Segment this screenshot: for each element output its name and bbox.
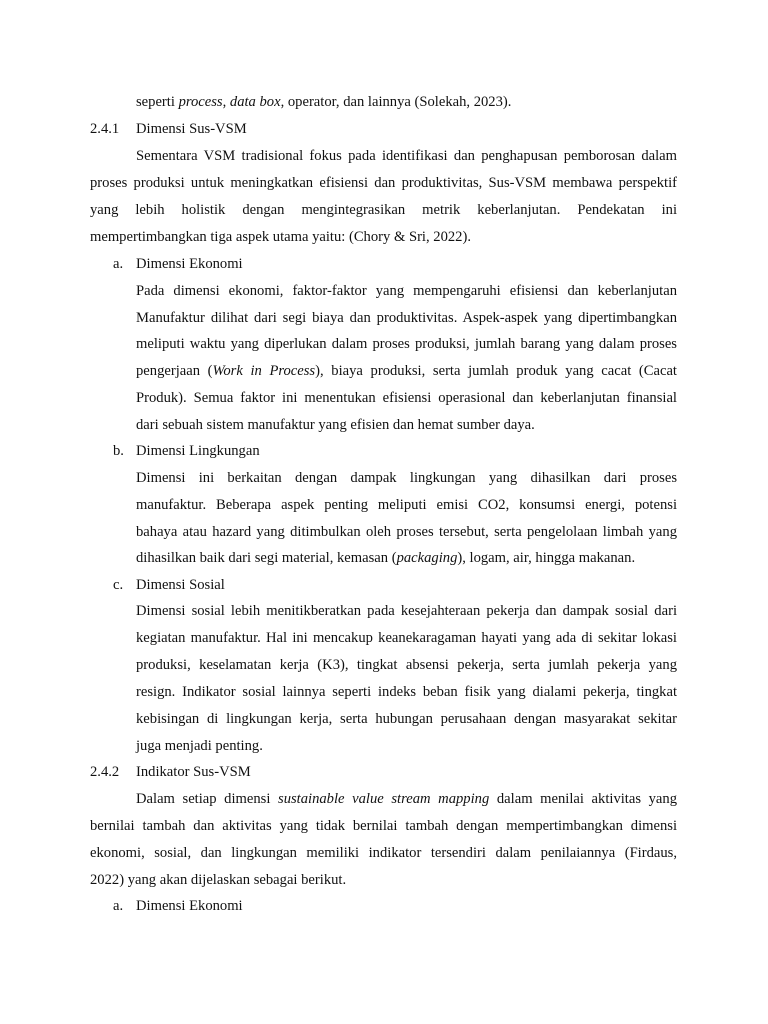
paragraph-line: proses produksi untuk meningkatkan efisiensi dan produktivitas, Sus-VSM membawa perspektif <box>90 175 677 191</box>
ekonomi-line: Pada dimensi ekonomi, faktor-faktor yang mempengaruhi efisiensi dan keberlanjutan <box>136 283 677 299</box>
ekonomi-line4-post: ), biaya produksi, serta jumlah produk yang cacat (Cacat <box>315 363 677 379</box>
subheading-ekonomi: Dimensi Ekonomi <box>136 256 243 272</box>
intro-line <box>136 92 511 112</box>
para242-line1-pre: Dalam setiap dimensi <box>136 791 279 807</box>
paragraph-line <box>136 789 677 809</box>
paragraph-line: yang lebih holistik dengan mengintegrasikan metrik keberlanjutan. Pendekatan ini <box>90 202 677 218</box>
intro-text-3: , operator, dan lainnya (Solekah, 2023). <box>280 94 512 110</box>
subheading-sosial: Dimensi Sosial <box>136 577 225 593</box>
lingkungan-line: Dimensi ini berkaitan dengan dampak lingkungan yang dihasilkan dari proses <box>136 470 677 486</box>
ekonomi-line: Manufaktur dilihat dari segi biaya dan produktivitas. Aspek-aspek yang dipertimbangkan <box>136 310 677 326</box>
lingkungan-line4-pre: dihasilkan baik dari segi material, kemasan ( <box>136 550 397 566</box>
lingkungan-line <box>136 548 677 568</box>
lingkungan-line: manufaktur. Beberapa aspek penting meliputi emisi CO2, konsumsi energi, potensi <box>136 497 677 513</box>
intro-italic-2: data box <box>229 94 281 110</box>
intro-text-1: seperti <box>136 94 179 110</box>
section-number-241: 2.4.1 <box>90 121 120 137</box>
intro-italic-1: process <box>178 94 223 110</box>
paragraph-line: ekonomi, sosial, dan lingkungan memiliki indikator tersendiri dalam penilaiannya (Firdaus, <box>90 845 677 861</box>
subheading-ekonomi: Dimensi Ekonomi <box>136 898 243 914</box>
intro-text-2: , <box>222 94 230 110</box>
para242-line1-post: dalam menilai aktivitas yang <box>489 791 677 807</box>
paragraph-line: mempertimbangkan tiga aspek utama yaitu: (Chory & Sri, 2022). <box>90 229 471 245</box>
list-marker-a: a. <box>113 898 124 914</box>
sosial-line: kebisingan di lingkungan kerja, serta hubungan perusahaan dengan masyarakat sekitar <box>136 711 677 727</box>
sosial-line: kegiatan manufaktur. Hal ini mencakup keanekaragaman hayati yang ada di sekitar lokasi <box>136 630 677 646</box>
lingkungan-line4-italic: packaging <box>396 550 458 566</box>
sosial-line: Dimensi sosial lebih menitikberatkan pada kesejahteraan pekerja dan dampak sosial dari <box>136 603 677 619</box>
section-title-242: Indikator Sus-VSM <box>136 764 251 780</box>
sosial-line: resign. Indikator sosial lainnya seperti indeks beban fisik yang dialami pekerja, tingkat <box>136 684 677 700</box>
sosial-line: produksi, keselamatan kerja (K3), tingkat absensi pekerja, serta jumlah pekerja yang <box>136 657 677 673</box>
paragraph-line: bernilai tambah dan aktivitas yang tidak bernilai tambah dengan mempertimbangkan dimensi <box>90 818 677 834</box>
ekonomi-line4-italic: Work in Process <box>212 363 316 379</box>
lingkungan-line: bahaya atau hazard yang ditimbulkan oleh proses tersebut, serta pengelolaan limbah yang <box>136 524 677 540</box>
list-marker-b: b. <box>113 443 124 459</box>
subheading-lingkungan: Dimensi Lingkungan <box>136 443 260 459</box>
list-marker-c: c. <box>113 577 124 593</box>
lingkungan-line4-post: ), logam, air, hingga makanan. <box>457 550 636 566</box>
ekonomi-line4-pre: pengerjaan ( <box>136 363 213 379</box>
paragraph-line: 2022) yang akan dijelaskan sebagai berikut. <box>90 872 347 888</box>
list-marker-a: a. <box>113 256 124 272</box>
ekonomi-line: meliputi waktu yang diperlukan dalam proses produksi, jumlah barang yang dalam proses <box>136 336 677 352</box>
ekonomi-line: dari sebuah sistem manufaktur yang efisien dan hemat sumber daya. <box>136 417 535 433</box>
ekonomi-line: Produk). Semua faktor ini menentukan efisiensi operasional dan keberlanjutan finansial <box>136 390 677 406</box>
sosial-line: juga menjadi penting. <box>136 738 263 754</box>
section-title-241: Dimensi Sus-VSM <box>136 121 247 137</box>
ekonomi-line <box>136 361 677 381</box>
paragraph-line: Sementara VSM tradisional fokus pada identifikasi dan penghapusan pemborosan dalam <box>136 148 677 164</box>
section-number-242: 2.4.2 <box>90 764 120 780</box>
para242-line1-italic: sustainable value stream mapping <box>278 791 490 807</box>
